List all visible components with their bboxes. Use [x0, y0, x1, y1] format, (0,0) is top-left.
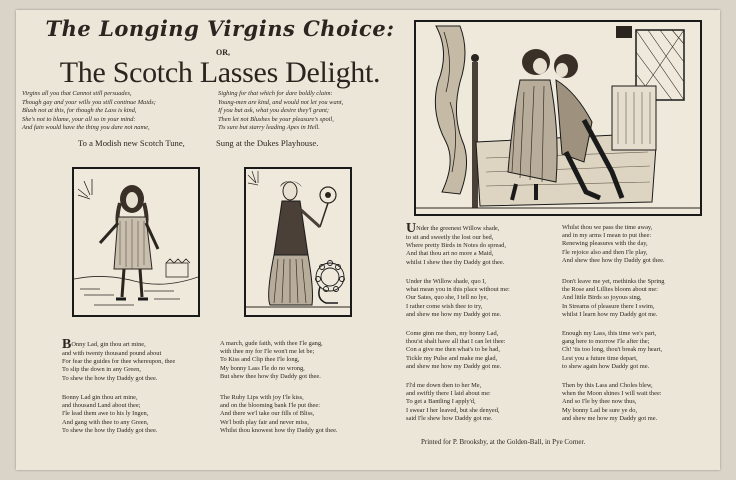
stanza-col1-1: [62, 337, 176, 383]
stanza-line: Don't leave me yet, methinks the Spring: [562, 278, 665, 285]
stanza-col1-2: [62, 394, 157, 435]
stanza-line: I swear I her leaved, but she denyed,: [406, 406, 500, 414]
woodcut-lovers: [414, 20, 702, 216]
gentleman-illustration: [74, 169, 198, 315]
stanza-line: But shew thee how thy Daddy got thee.: [220, 372, 321, 380]
stanza-line: Under the Willow shade, quo I,: [406, 278, 487, 285]
stanza-line: I'le rejoice also and then I'le play,: [562, 248, 648, 256]
stanza-line: and swiftly there I laid about me:: [406, 390, 491, 398]
stanza-col3-2: [406, 278, 510, 319]
stanza-line: And shew thee how thy Daddy got thee.: [562, 256, 665, 264]
stanza-line: And there we'l take our fills of Bliss,: [220, 410, 315, 418]
stanza-line: In Streams of pleasure there I swim,: [562, 302, 655, 310]
stanza-line: And that thou art no more a Maid,: [406, 250, 494, 258]
stanza-line: I'le lead them awe to his ly Ingen,: [62, 410, 149, 418]
stanza-line: We'l both play fair and never miss,: [220, 418, 309, 426]
stanza-line: with thee my for I'le won't me let be;: [220, 348, 315, 356]
stanza-line: and in my arms I mean to put thee:: [562, 232, 652, 240]
lovers-illustration: [416, 22, 700, 214]
stanza-line: For fear the guides for thee whereupon, thee: [62, 358, 176, 366]
stanza-line: A march, gude faith, with thee I'le gang,: [220, 340, 323, 347]
intro-line: Then let not Blushes be your pleasure's spoil,: [218, 115, 334, 123]
drop-cap: U: [406, 221, 417, 236]
stanza-line: said I'le shew how Daddy got me.: [406, 414, 493, 422]
stanza-line: and shew me how my Daddy got me.: [562, 414, 658, 422]
stanza-line: And gang with thee to any Green,: [62, 418, 149, 426]
stanza-line: and shew me how my Daddy got me.: [406, 362, 502, 370]
stanza-line: what mean you in this place without me:: [406, 286, 510, 294]
stanza-line: To get a Bantling I apply'd,: [406, 398, 476, 406]
stanza-line: and shew me how my Daddy got me.: [406, 310, 502, 318]
broadside-sheet: [16, 10, 720, 470]
stanza-line: I rather come wish thee to try,: [406, 302, 483, 310]
stanza-line: when the Moon shines I will wait thee:: [562, 390, 662, 398]
woodcut-gentleman: [72, 167, 200, 317]
stanza-line: Whilst thou knowest how thy Daddy got thee.: [220, 426, 338, 434]
stanza-col4-2: [562, 278, 665, 319]
stanza-line: Ch! 'tis too long, thou't break my heart,: [562, 346, 663, 354]
stanza-col2-1: [220, 340, 323, 381]
stanza-line: to shew again how Daddy got me.: [562, 362, 650, 370]
intro-line: Though gay and your wills you still continue Maids;: [22, 98, 156, 106]
intro-line: Tis sure but starry leading Apes in Hell.: [218, 124, 320, 132]
stanza-line: UNder the greenest Willow shade,: [406, 221, 500, 236]
stanza-col2-2: [220, 394, 338, 435]
title-line-1: The Longing Virgins Choice:: [45, 16, 395, 41]
intro-line: And fain would have the thing you dare not name,: [22, 124, 150, 132]
imprint: Printed for P. Brooksby, at the Golden-Ball, in Pye Corner.: [421, 438, 586, 446]
stanza-line: Renewing pleasures with the day,: [562, 240, 648, 248]
stanza-line: Whilst thou we pass the time away,: [562, 224, 653, 231]
intro-line: Virgins all you that Cannot still persuades,: [22, 90, 132, 97]
stanza-col3-1: [406, 221, 506, 267]
intro-verse-left: [22, 90, 156, 133]
stanza-line: and with twenty thousand pound about: [62, 350, 162, 357]
stanza-line: To shew the how thy Daddy got thee.: [62, 426, 158, 434]
stanza-line: BOnny Lad, gin thou art mine,: [62, 337, 146, 352]
intro-line: Blush not at this, for though the Lass is kind,: [22, 107, 137, 115]
stanza-line: To Kiss and Clip thee I'le long,: [220, 356, 300, 364]
stanza-line: Enough my Lass, this time we's part,: [562, 330, 657, 337]
stanza-line: the Rose and Lillies bloom about me:: [562, 286, 658, 294]
stanza-col4-1: [562, 224, 665, 265]
stanza-col3-3: [406, 330, 505, 371]
stanza-line: And so I'le by thee now thus,: [562, 398, 637, 406]
stanza-line: whilst I learn how my Daddy got me.: [562, 310, 658, 318]
stanza-col3-4: [406, 382, 500, 423]
stanza-line: Tickle my Pulse and make me glad,: [406, 354, 498, 362]
stanza-col4-3: [562, 330, 662, 371]
stanza-line: My bonny Lad be sure ye do,: [562, 406, 638, 414]
intro-line: If you but ask, what you desire they'l grant;: [218, 107, 329, 115]
title-or: OR,: [216, 48, 230, 57]
intro-line: Young-men are kind, and would not let you want,: [218, 98, 344, 106]
intro-line: She's not to blame, your all so in your mind:: [22, 115, 136, 123]
stanza-line: Con a give me then what's to be had,: [406, 346, 500, 354]
drop-cap: B: [62, 337, 72, 352]
stanza-line: Our Sates, quo she, I tell no lye,: [406, 294, 488, 302]
stanza-line: and thousand Land about thee;: [62, 402, 141, 410]
stanza-line: Come ginn me then, my bonny Lad,: [406, 330, 499, 337]
stanza-line: The Ruby Lips with joy I'le kiss,: [220, 394, 304, 401]
lady-illustration: [246, 169, 350, 315]
stanza-line: thou'st shalt have all that I can let thee:: [406, 338, 506, 346]
intro-verse-right: [218, 90, 343, 133]
stanza-line: Lest you a future time depart,: [562, 354, 638, 362]
stanza-line: Where pretty Birds in Notes do spread,: [406, 242, 506, 250]
stanza-line: to sit and sweetly the lost our bed,: [406, 234, 494, 241]
stanza-line: I'l'd me down then to her Me,: [406, 382, 482, 389]
stanza-line: and on the blooming bank I'le put thee:: [220, 402, 321, 410]
stanza-line: whilst I shew thee thy Daddy got thee.: [406, 258, 505, 266]
intro-line: Sighing for that which for dare boldly claim:: [218, 90, 333, 97]
stanza-col4-4: [562, 382, 662, 423]
stanza-line: gang here to morrow I'le after the;: [562, 338, 650, 346]
tune-note-right: Sung at the Dukes Playhouse.: [216, 138, 319, 148]
stanza-line: And little Birds so joyous sing,: [562, 294, 642, 302]
woodcut-lady: [244, 167, 352, 317]
stanza-line: Bonny Lad gin thou art mine,: [62, 394, 138, 401]
stanza-line: To shew the how thy Daddy got thee.: [62, 374, 158, 382]
stanza-line: Then by this Lass and Choles blew,: [562, 382, 653, 389]
tune-note-left: To a Modish new Scotch Tune,: [78, 138, 185, 148]
stanza-line: To slip the down in any Green,: [62, 366, 141, 374]
stanza-line: My bonny Lass I'le do no wrong,: [220, 364, 305, 372]
title-line-2: The Scotch Lasses Delight.: [59, 56, 381, 89]
